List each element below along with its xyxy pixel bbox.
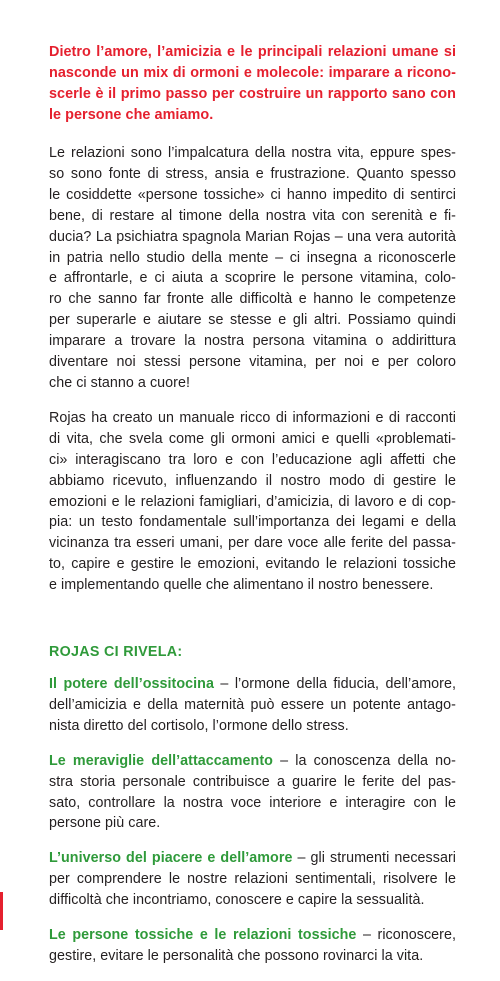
item-line: per comprendere le nostre relazioni sentimentali, risolvere le — [49, 871, 456, 888]
paragraph-line: che ci stanno a cuore! — [49, 374, 190, 391]
item-first-line — [49, 925, 456, 946]
list-item — [49, 848, 456, 911]
paragraph-line: so sono fonte di stress, ansia e frustrazione. Quanto spesso — [49, 165, 456, 182]
paragraph-line: emozioni e le relazioni famigliari, d’amicizia, di lavoro e di cop- — [49, 493, 456, 510]
paragraph-line: Rojas ha creato un manuale ricco di informazioni e di racconti — [49, 409, 456, 426]
item-line: sato, controllare la nostra voce interiore e interagire con le — [49, 794, 456, 811]
item-first-line — [49, 848, 456, 869]
item-line: gestire, evitare le personalità che possono rovinarci la vita. — [49, 948, 424, 964]
cover-edge-accent — [0, 892, 3, 930]
paragraph-line: le cosiddette «persone tossiche» ci hanno impedito di sentirci — [49, 186, 456, 203]
description-paragraph — [49, 143, 456, 394]
description-paragraph — [49, 408, 456, 596]
item-line: stra storia personale contribuisce a guarire le ferite del pas- — [49, 773, 456, 790]
paragraph-line: e implementando quelle che alimentano il nostro benessere. — [49, 577, 434, 594]
paragraph-line: ro che sanno far fronte alle difficoltà e hanno le competenze — [49, 291, 456, 308]
paragraph-line: ducia? La psichiatra spagnola Marian Rojas – una vera autorità — [49, 228, 456, 245]
item-highlight: L’universo del piacere e dell’amore — [49, 850, 293, 867]
paragraph-line: pia: un testo fondamentale sull’importanza dei legami e della — [49, 514, 456, 531]
item-line: nista diretto del cortisolo, l’ormone dello stress. — [49, 717, 349, 734]
list-item — [49, 751, 456, 835]
item-text: – gli strumenti necessari — [292, 850, 456, 867]
intro-line: Dietro l’amore, l’amicizia e le principali relazioni umane si — [49, 44, 456, 60]
paragraph-line: Le relazioni sono l’impalcatura della nostra vita, eppure spes- — [49, 145, 456, 161]
paragraph-line: per superarle e aiutare se stesse e gli altri. Possiamo quindi — [49, 312, 456, 329]
paragraph-line: imparare a trovare la nostra persona vitamina o addirittura — [49, 333, 456, 350]
paragraph-line: to, capire e gestire le emozioni, evitando le relazioni tossiche — [49, 556, 456, 573]
paragraph-line: diventare noi stessi persone vitamina, per noi e per coloro — [49, 354, 456, 371]
intro-blurb — [49, 42, 456, 126]
paragraph-line: e affrontarle, e ci aiuta a scoprire le persone vitamina, colo- — [49, 270, 456, 287]
book-back-cover — [49, 42, 456, 981]
item-line: difficoltà che incontriamo, conoscere e capire la sessualità. — [49, 892, 425, 909]
paragraph-line: ci» interagiscano tra loro e con l’educazione agli affetti che — [49, 451, 456, 468]
paragraph-line: in patria nello studio della mente – ci insegna a riconoscerle — [49, 249, 456, 266]
list-item — [49, 925, 456, 967]
item-text: – la conoscenza della no- — [272, 752, 456, 769]
paragraph-line: vicinanza tra esseri umani, per dare voce alle ferite del passa- — [49, 535, 456, 552]
item-text: – riconoscere, — [356, 927, 456, 944]
item-first-line — [49, 751, 456, 772]
list-item — [49, 674, 456, 737]
intro-line: le persone che amiamo. — [49, 107, 214, 123]
intro-line: scerle è il primo passo per costruire un rapporto sano con — [49, 86, 456, 102]
paragraph-line: abbiamo ricevuto, influenzando il nostro modo di gestire le — [49, 472, 456, 489]
item-first-line — [49, 674, 456, 695]
item-line: dell’amicizia e della maternità può essere un potente antago- — [49, 696, 456, 713]
item-highlight: Le meraviglie dell’attaccamento — [49, 752, 273, 769]
item-highlight: Le persone tossiche e le relazioni tossiche — [49, 927, 357, 944]
paragraph-line: di vita, che svela come gli ormoni amici e quelli «problemati- — [49, 430, 456, 447]
paragraph-line: bene, di restare al timone della nostra vita con serenità e fi- — [49, 207, 456, 224]
item-text: – l’ormone della fiducia, dell’amore, — [213, 676, 456, 693]
item-highlight: Il potere dell’ossitocina — [49, 676, 214, 693]
item-line: persone più care. — [49, 815, 161, 832]
intro-line: nasconde un mix di ormoni e molecole: imparare a ricono- — [49, 65, 456, 81]
section-heading: ROJAS CI RIVELA: — [49, 644, 183, 661]
